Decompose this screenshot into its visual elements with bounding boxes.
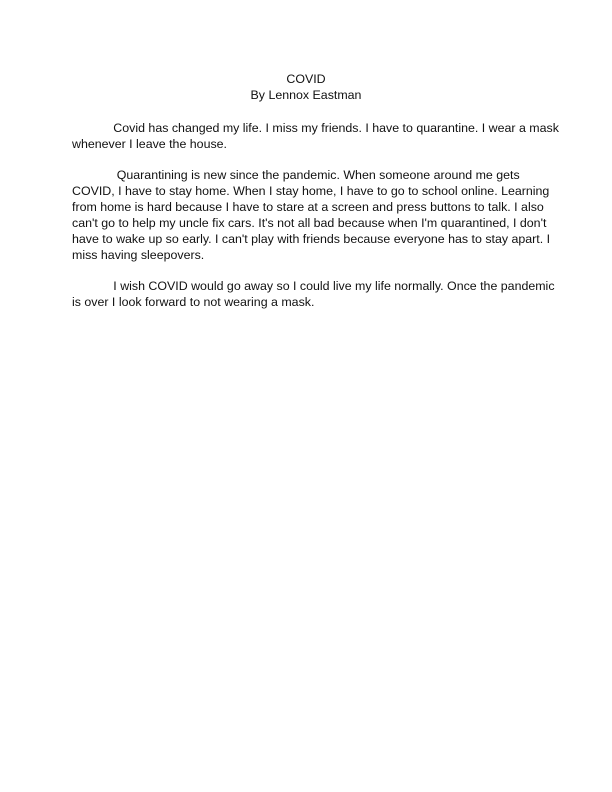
paragraph-line: I wish COVID would go away so I could live my life normally. Once the pandemic xyxy=(72,279,555,293)
paragraph-1 xyxy=(72,120,559,152)
paragraph-line: whenever I leave the house. xyxy=(72,137,227,151)
paragraph-line: miss having sleepovers. xyxy=(72,248,205,262)
paragraph-line: can't go to help my uncle fix cars. It's not all bad because when I'm quarantined, I don't xyxy=(72,216,547,230)
paragraph-line: Quarantining is new since the pandemic. When someone around me gets xyxy=(72,168,520,182)
document-byline: By Lennox Eastman xyxy=(250,88,362,102)
paragraph-3 xyxy=(72,278,555,310)
document-title: COVID xyxy=(286,72,326,86)
paragraph-2 xyxy=(72,167,551,263)
paragraph-line: Covid has changed my life. I miss my friends. I have to quarantine. I wear a mask xyxy=(72,121,559,135)
paragraph-line: have to wake up so early. I can't play with friends because everyone has to stay apart. I xyxy=(72,232,551,246)
paragraph-line: COVID, I have to stay home. When I stay home, I have to go to school online. Learning xyxy=(72,184,550,198)
paragraph-line: from home is hard because I have to stare at a screen and press buttons to talk. I also xyxy=(72,200,544,214)
paragraph-line: is over I look forward to not wearing a mask. xyxy=(72,295,315,309)
